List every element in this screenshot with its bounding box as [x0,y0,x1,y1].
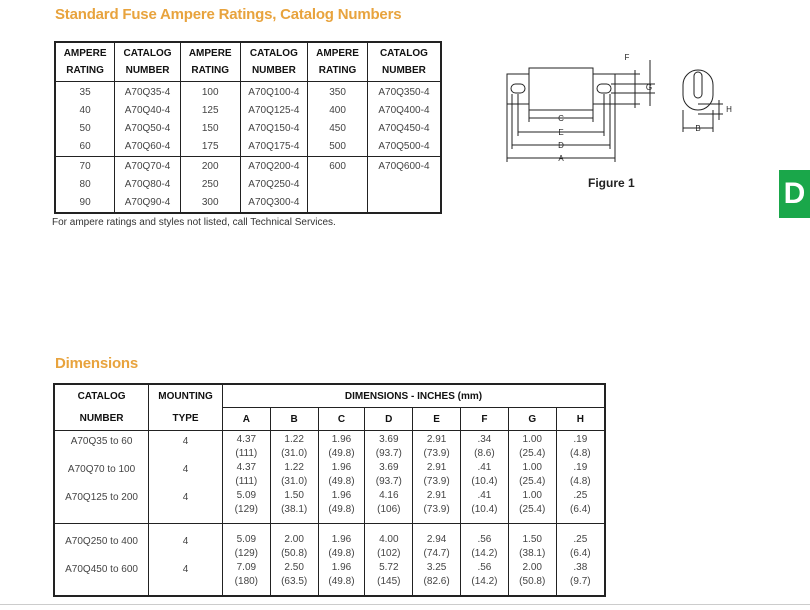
ratings-cell: 90 [55,194,115,213]
dims-value-cell: .38 (9.7) [556,561,605,596]
ratings-cell: A70Q60-4 [115,138,181,157]
table-row [55,120,441,138]
ratings-note: For ampere ratings and styles not listed, call Technical Services. [52,217,336,228]
table-row [55,194,441,213]
dims-catalog-cell: A70Q35 to 60 [54,431,149,462]
dims-value-cell: 5.09 (129) [222,489,270,524]
dims-column-letter: D [365,408,413,431]
ratings-cell: A70Q300-4 [240,194,308,213]
ratings-cell: A70Q100-4 [240,82,308,103]
table-row [55,82,441,103]
dims-mounting-cell: 4 [149,431,223,462]
ratings-cell: 400 [308,102,368,120]
fuse-diagram [495,50,745,170]
dims-column-letter: H [556,408,605,431]
table-row [55,138,441,157]
ratings-header: AMPERE RATING [180,42,240,82]
dims-value-cell: 4.00 (102) [365,524,413,562]
ratings-cell: A70Q70-4 [115,157,181,177]
label-G: G [645,83,653,92]
ratings-cell: A70Q450-4 [378,123,430,134]
dims-value-cell: .41 (10.4) [461,461,509,489]
fuse-body [529,68,593,110]
ratings-header: CATALOG NUMBER [240,42,308,82]
dims-column-letter: E [413,408,461,431]
ratings-cell: 70 [55,157,115,177]
table-row [55,176,441,194]
dims-value-cell: 5.72 (145) [365,561,413,596]
dims-value-cell: 2.91 (73.9) [413,461,461,489]
dims-value-cell: 1.50 (38.1) [508,524,556,562]
dims-value-cell: 3.25 (82.6) [413,561,461,596]
dims-catalog-cell: A70Q450 to 600 [54,561,149,596]
dims-value-cell: .56 (14.2) [461,524,509,562]
ratings-cell: 350 [308,82,368,103]
dims-value-cell: .41 (10.4) [461,489,509,524]
table-row [54,461,605,489]
ratings-cell [308,194,368,213]
ratings-cell: 200 [180,157,240,177]
page-bottom-rule [0,604,810,605]
ratings-cell: 60 [55,138,115,157]
dims-value-cell: .56 (14.2) [461,561,509,596]
ratings-cell: A70Q200-4 [240,157,308,177]
dims-value-cell: 1.96 (49.8) [318,524,365,562]
dims-catalog-cell: A70Q250 to 400 [54,524,149,562]
ratings-cell: A70Q35-4 [115,82,181,103]
dims-value-cell: 7.09 (180) [222,561,270,596]
dims-value-cell: 1.22 (31.0) [270,461,318,489]
ratings-cell: 150 [180,120,240,138]
dims-value-cell: 2.50 (63.5) [270,561,318,596]
label-D: D [558,141,564,150]
dims-catalog-cell: A70Q70 to 100 [54,461,149,489]
ratings-cell: 450 [308,120,368,138]
label-E: E [558,128,564,137]
dims-value-cell: 1.50 (38.1) [270,489,318,524]
ratings-table [54,41,442,214]
dims-value-cell: 2.00 (50.8) [270,524,318,562]
dims-value-cell: 3.69 (93.7) [365,431,413,462]
table-row [54,561,605,596]
ratings-cell: A70Q600-4 [378,161,430,172]
table-row [54,524,605,562]
dims-column-letter: F [461,408,509,431]
dims-value-cell: .19 (4.8) [570,434,591,459]
ratings-header: CATALOG NUMBER [115,42,181,82]
ratings-cell: 250 [180,176,240,194]
dims-value-cell: .19 (4.8) [570,462,591,487]
table-row [54,489,605,524]
ratings-header: AMPERE RATING [308,42,368,82]
dims-mounting-cell: 4 [149,489,223,524]
ratings-cell: A70Q125-4 [240,102,308,120]
dims-header-mounting: MOUNTING TYPE [149,384,223,431]
dims-value-cell: .25 (6.4) [570,534,591,559]
fuse-right-tab-slot [597,84,611,93]
dims-value-cell: 1.96 (49.8) [318,461,365,489]
dims-value-cell: 3.69 (93.7) [365,461,413,489]
dims-value-cell: 2.91 (73.9) [413,431,461,462]
dims-catalog-cell: A70Q125 to 200 [54,489,149,524]
dims-value-cell: 4.37 (111) [222,461,270,489]
ratings-cell: 600 [308,157,368,177]
ratings-cell: A70Q150-4 [240,120,308,138]
dims-header-catalog: CATALOG NUMBER [54,384,149,431]
dims-value-cell: 2.94 (74.7) [413,524,461,562]
dims-value-cell: 4.37 (111) [222,431,270,462]
dims-header-inches: DIMENSIONS - INCHES (mm) [222,384,605,408]
ratings-cell [367,194,441,213]
dims-column-letter: A [222,408,270,431]
ratings-header: AMPERE RATING [55,42,115,82]
dims-value-cell: 2.91 (73.9) [413,489,461,524]
ratings-cell: A70Q80-4 [115,176,181,194]
table-row [54,431,605,462]
dims-value-cell: 1.22 (31.0) [270,431,318,462]
ratings-cell: A70Q40-4 [115,102,181,120]
ratings-cell: A70Q50-4 [115,120,181,138]
ratings-cell: 300 [180,194,240,213]
dims-value-cell: 1.00 (25.4) [508,431,556,462]
table-row [55,102,441,120]
label-B: B [695,124,701,133]
dims-column-letter: B [270,408,318,431]
dims-mounting-cell: 4 [149,524,223,562]
ratings-cell: 40 [55,102,115,120]
ratings-cell: A70Q350-4 [378,87,430,98]
ratings-cell [367,176,441,194]
dims-column-letter: G [508,408,556,431]
ratings-cell: 80 [55,176,115,194]
ratings-cell: A70Q400-4 [378,105,430,116]
label-C: C [558,114,564,123]
dims-value-cell: 5.09 (129) [222,524,270,562]
ratings-header: CATALOG NUMBER [367,42,441,82]
dims-mounting-cell: 4 [149,561,223,596]
ratings-cell: 500 [308,138,368,157]
dims-mounting-cell: 4 [149,461,223,489]
ratings-cell: A70Q250-4 [240,176,308,194]
dims-value-cell: 1.96 (49.8) [318,561,365,596]
dimensions-section-title: Dimensions [55,355,139,372]
section-tab: D [779,170,810,218]
dims-value-cell: 1.96 (49.8) [318,489,365,524]
dims-value-cell: .34 (8.6) [461,431,509,462]
dims-column-letter: C [318,408,365,431]
ratings-cell: 125 [180,102,240,120]
fuse-left-tab-slot [511,84,525,93]
dims-value-cell: .25 (6.4) [556,489,605,524]
ratings-cell: A70Q500-4 [367,138,441,157]
ratings-section-title: Standard Fuse Ampere Ratings, Catalog Numbers [55,6,402,23]
ratings-cell: 100 [180,82,240,103]
ratings-cell [308,176,368,194]
table-row [55,157,441,177]
ratings-cell: 50 [55,120,115,138]
dims-value-cell: 1.96 (49.8) [318,431,365,462]
ratings-cell: 35 [55,82,115,103]
dims-value-cell: 2.00 (50.8) [508,561,556,596]
ratings-cell: A70Q175-4 [240,138,308,157]
dims-value-cell: 1.00 (25.4) [508,489,556,524]
dimensions-table [53,383,606,597]
label-F: F [624,53,630,62]
fuse-end-slot [694,72,702,98]
label-H: H [726,105,732,114]
label-A: A [558,154,564,163]
dims-value-cell: 4.16 (106) [365,489,413,524]
figure-caption: Figure 1 [588,176,635,190]
ratings-cell: 175 [180,138,240,157]
dims-value-cell: 1.00 (25.4) [508,461,556,489]
ratings-cell: A70Q90-4 [115,194,181,213]
